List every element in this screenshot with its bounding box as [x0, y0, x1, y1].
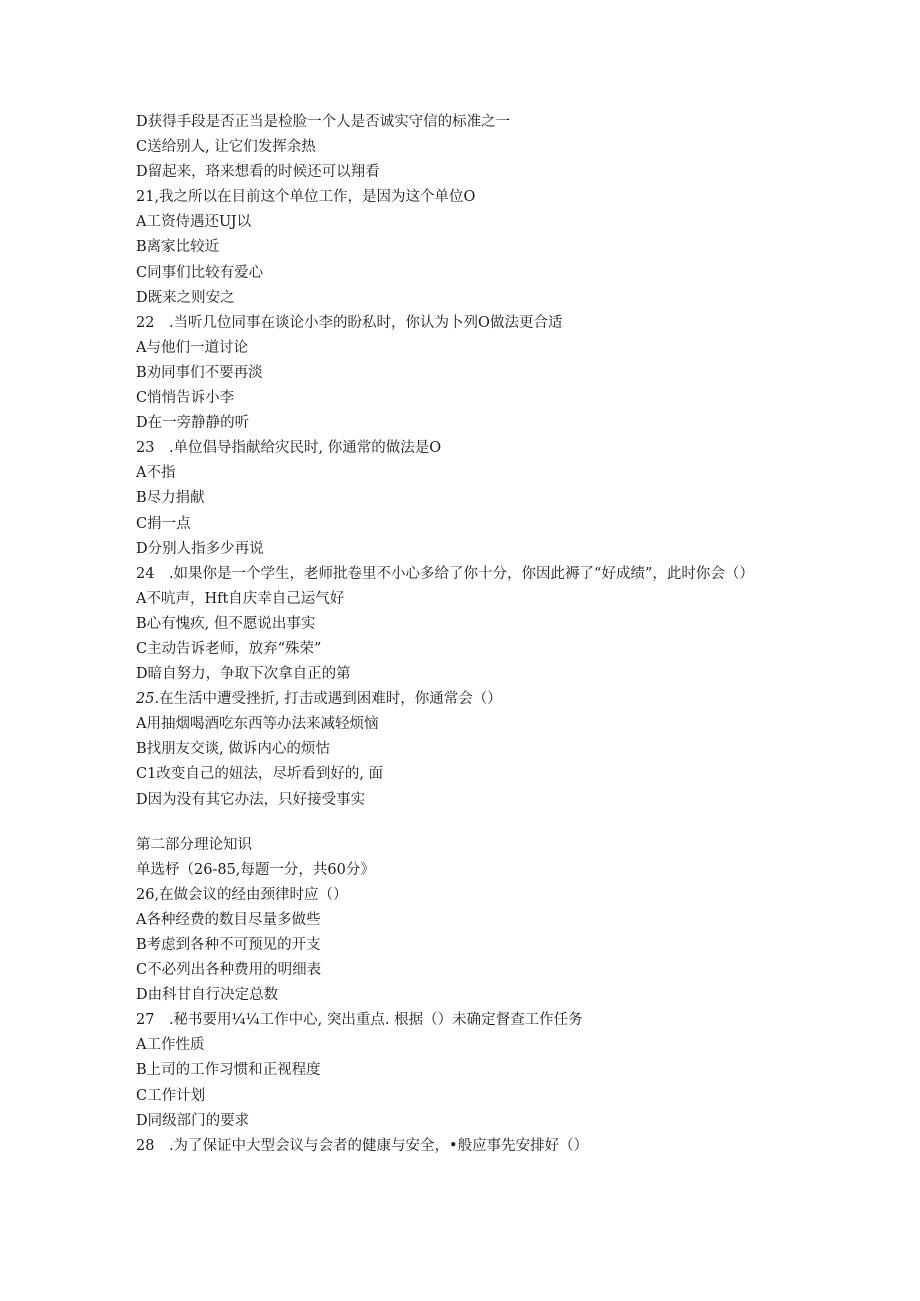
option-d: D同级部门的要求 [136, 1112, 250, 1129]
question-27: 27 .秘书要用¼¼工作中心, 突出重点. 根据（）未确定督查工作任务 [136, 1012, 583, 1029]
option-b: B劝同事们不要再淡 [136, 364, 263, 381]
option-c: C工作计划 [136, 1087, 206, 1104]
section-instructions: 单选杼（26-85,每题一分，共60分》 [136, 861, 375, 878]
question-28: 28 .为了保证中大型会议与会者的健康与安全，•般应事先安排好（） [136, 1137, 589, 1154]
option-b: B上司的工作习惯和正视程度 [136, 1062, 321, 1079]
option-d: D因为没有其它办法，只好接受事实 [136, 791, 366, 808]
section-gap [136, 813, 816, 833]
question-25 [136, 687, 816, 712]
option-c: C1改变自己的妞法，尽圻看到好的, 面 [136, 766, 384, 783]
option-a: A不指 [136, 465, 176, 482]
option-c: C不必列出各种费用的明细表 [136, 962, 322, 979]
question-25-number: 25. [136, 691, 160, 708]
section-heading: 第二部分理论知识 [136, 836, 252, 853]
option-a: A与他们一道讨论 [136, 339, 248, 356]
option-b: B找朋友交谈, 做诉内心的烦怙 [136, 741, 330, 758]
option-a: A工资侍遇还UJ以 [136, 214, 252, 231]
question-25-text: 在生活中遭受挫折, 打击或遇到困难时，你通常会（） [159, 691, 502, 708]
option-a: A工作性质 [136, 1037, 205, 1054]
option-a: A用抽烟喝酒吃东西等办法来减轻烦恼 [136, 716, 379, 733]
option-b: B离家比较近 [136, 239, 220, 256]
question-22: 22 .当听几位同事在谈论小李的盼私时，你认为卜列O做法更合适 [136, 314, 563, 331]
option-c: C捐一点 [136, 515, 191, 532]
option-b: B心有愧疚, 但不愿说出事实 [136, 615, 316, 632]
document-body [136, 110, 816, 1159]
option-d: D分别人指多少再说 [136, 540, 264, 557]
question-24: 24 .如果你是一个学生，老师批卷里不小心多给了你十分，你因此褥了“好成绩”，此时你会（） [136, 565, 754, 582]
option-c: C主动告诉老师，放弃“殊荣” [136, 640, 322, 657]
option-d: D在一旁静静的听 [136, 415, 250, 432]
option-a: A各种经费的数目尽量多做些 [136, 911, 321, 928]
question-21: 21,我之所以在目前这个单位工作，是因为这个单位O [136, 189, 476, 206]
option-b: B考虑到各种不可预见的开支 [136, 937, 321, 953]
text-line: D获得手段是否正当是检脸一个人是否诚实守信的标准之一 [136, 114, 511, 130]
question-26: 26,在做会议的经由颈律时应（） [136, 886, 348, 903]
option-d: D由科甘自行决定总数 [136, 987, 279, 1004]
option-c: C悄悄告诉小李 [136, 390, 235, 407]
option-d: D暗自努力，争取下次拿自正的第 [136, 666, 351, 683]
question-23: 23 .单位倡导指献给灾民时, 你通常的做法是O [136, 440, 442, 457]
option-d: D既来之则安之 [136, 289, 235, 306]
text-line: D留起来，珞来想看的时候还可以翔看 [136, 164, 380, 181]
option-b: B尽力捐献 [136, 490, 205, 507]
text-line: C送给别人, 让它们发挥余热 [136, 139, 316, 156]
option-a: A不吭声，Hft自庆幸自己运气好 [136, 590, 345, 607]
option-c: C同事们比较有爱心 [136, 264, 264, 281]
